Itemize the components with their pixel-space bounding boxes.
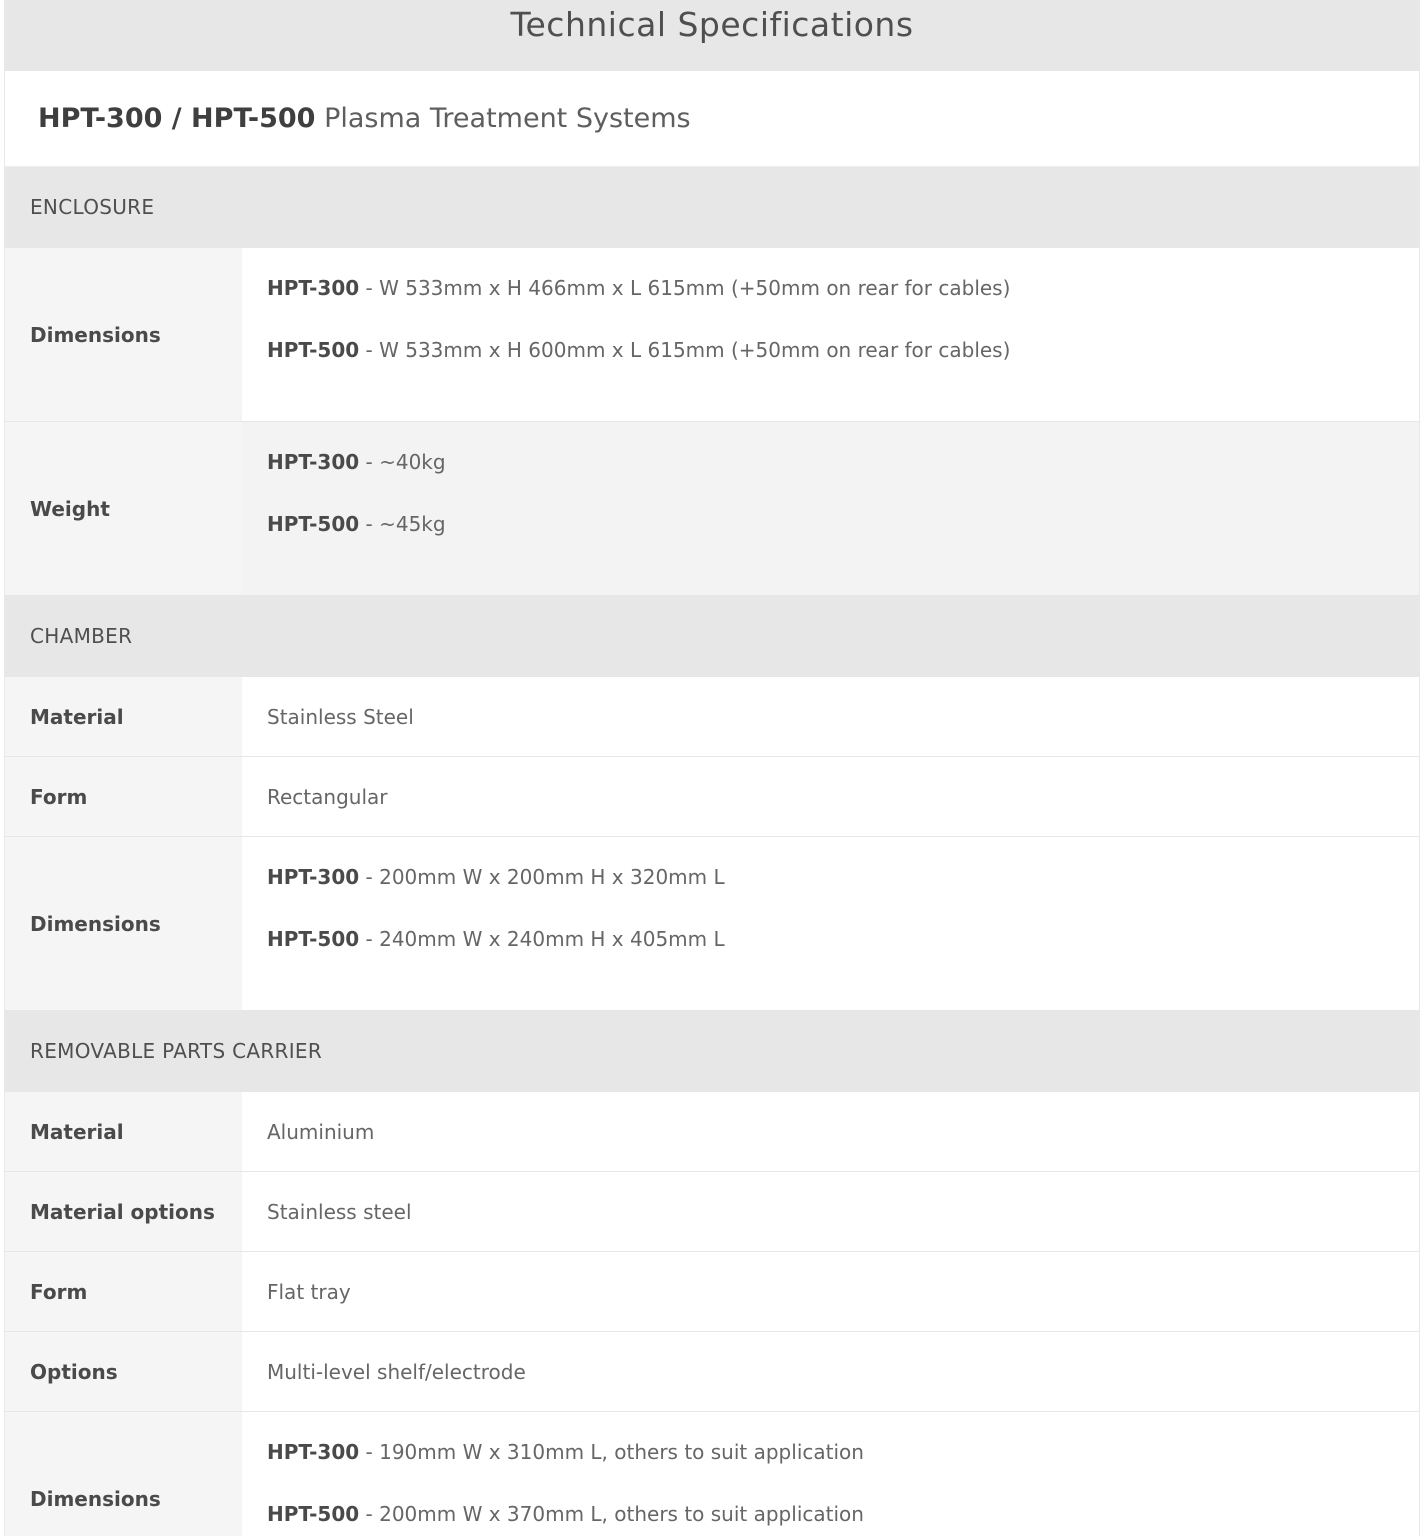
spec-text: - 200mm W x 200mm H x 320mm L [359, 865, 725, 889]
row-label: Dimensions [5, 837, 242, 1010]
value-line [267, 1499, 1419, 1529]
spec-text: - W 533mm x H 466mm x L 615mm (+50mm on rear for cables) [359, 276, 1011, 300]
spec-text: - W 533mm x H 600mm x L 615mm (+50mm on rear for cables) [359, 338, 1011, 362]
row-carrier-material [5, 1092, 1419, 1172]
model-name: HPT-300 [267, 1440, 360, 1464]
row-value [242, 422, 1419, 595]
row-label: Form [5, 1252, 242, 1331]
spec-text: - 190mm W x 310mm L, others to suit application [359, 1440, 864, 1464]
row-value [242, 248, 1419, 421]
value-line [267, 273, 1419, 303]
row-value [242, 1412, 1419, 1536]
model-name: HPT-300 [267, 276, 360, 300]
spec-text: - ~45kg [359, 512, 446, 536]
model-name: HPT-500 [267, 512, 360, 536]
page-title [5, 0, 1419, 71]
row-label: Dimensions [5, 1412, 242, 1536]
model-name: HPT-500 [267, 338, 360, 362]
row-enclosure-weight [5, 422, 1419, 596]
row-label: Material options [5, 1172, 242, 1251]
value-line [267, 862, 1419, 892]
row-chamber-dimensions [5, 837, 1419, 1011]
section-carrier-heading [5, 1011, 1419, 1092]
row-carrier-options [5, 1332, 1419, 1412]
row-value: Multi-level shelf/electrode [242, 1332, 1419, 1411]
value-line [267, 335, 1419, 365]
row-enclosure-dimensions [5, 248, 1419, 422]
value-line [267, 1437, 1419, 1467]
value-line [267, 924, 1419, 954]
row-carrier-material-options [5, 1172, 1419, 1252]
row-value: Flat tray [242, 1252, 1419, 1331]
row-carrier-dimensions [5, 1412, 1419, 1536]
row-value: Stainless steel [242, 1172, 1419, 1251]
spec-text: - 200mm W x 370mm L, others to suit application [359, 1502, 864, 1526]
row-value: Stainless Steel [242, 677, 1419, 756]
row-value: Rectangular [242, 757, 1419, 836]
section-chamber-heading [5, 596, 1419, 677]
row-label: Material [5, 677, 242, 756]
row-value: Aluminium [242, 1092, 1419, 1171]
value-line [267, 509, 1419, 539]
section-carrier-label: REMOVABLE PARTS CARRIER [30, 1039, 323, 1063]
row-carrier-form [5, 1252, 1419, 1332]
value-line [267, 447, 1419, 477]
spec-text: - 240mm W x 240mm H x 405mm L [359, 927, 725, 951]
product-name: Plasma Treatment Systems [324, 103, 691, 134]
row-label: Options [5, 1332, 242, 1411]
section-chamber-label: CHAMBER [30, 624, 133, 648]
row-chamber-form [5, 757, 1419, 837]
section-enclosure-heading [5, 167, 1419, 248]
row-label: Form [5, 757, 242, 836]
row-label: Weight [5, 422, 242, 595]
page-title-text: Technical Specifications [510, 5, 914, 44]
spec-panel [4, 0, 1420, 1536]
model-name: HPT-300 [267, 450, 360, 474]
row-value [242, 837, 1419, 1010]
model-name: HPT-300 [267, 865, 360, 889]
product-models: HPT-300 / HPT-500 [38, 103, 316, 134]
spec-text: - ~40kg [359, 450, 446, 474]
section-enclosure-label: ENCLOSURE [30, 195, 155, 219]
model-name: HPT-500 [267, 927, 360, 951]
row-chamber-material [5, 677, 1419, 757]
row-label: Material [5, 1092, 242, 1171]
model-name: HPT-500 [267, 1502, 360, 1526]
product-title [5, 71, 1419, 167]
row-label: Dimensions [5, 248, 242, 421]
